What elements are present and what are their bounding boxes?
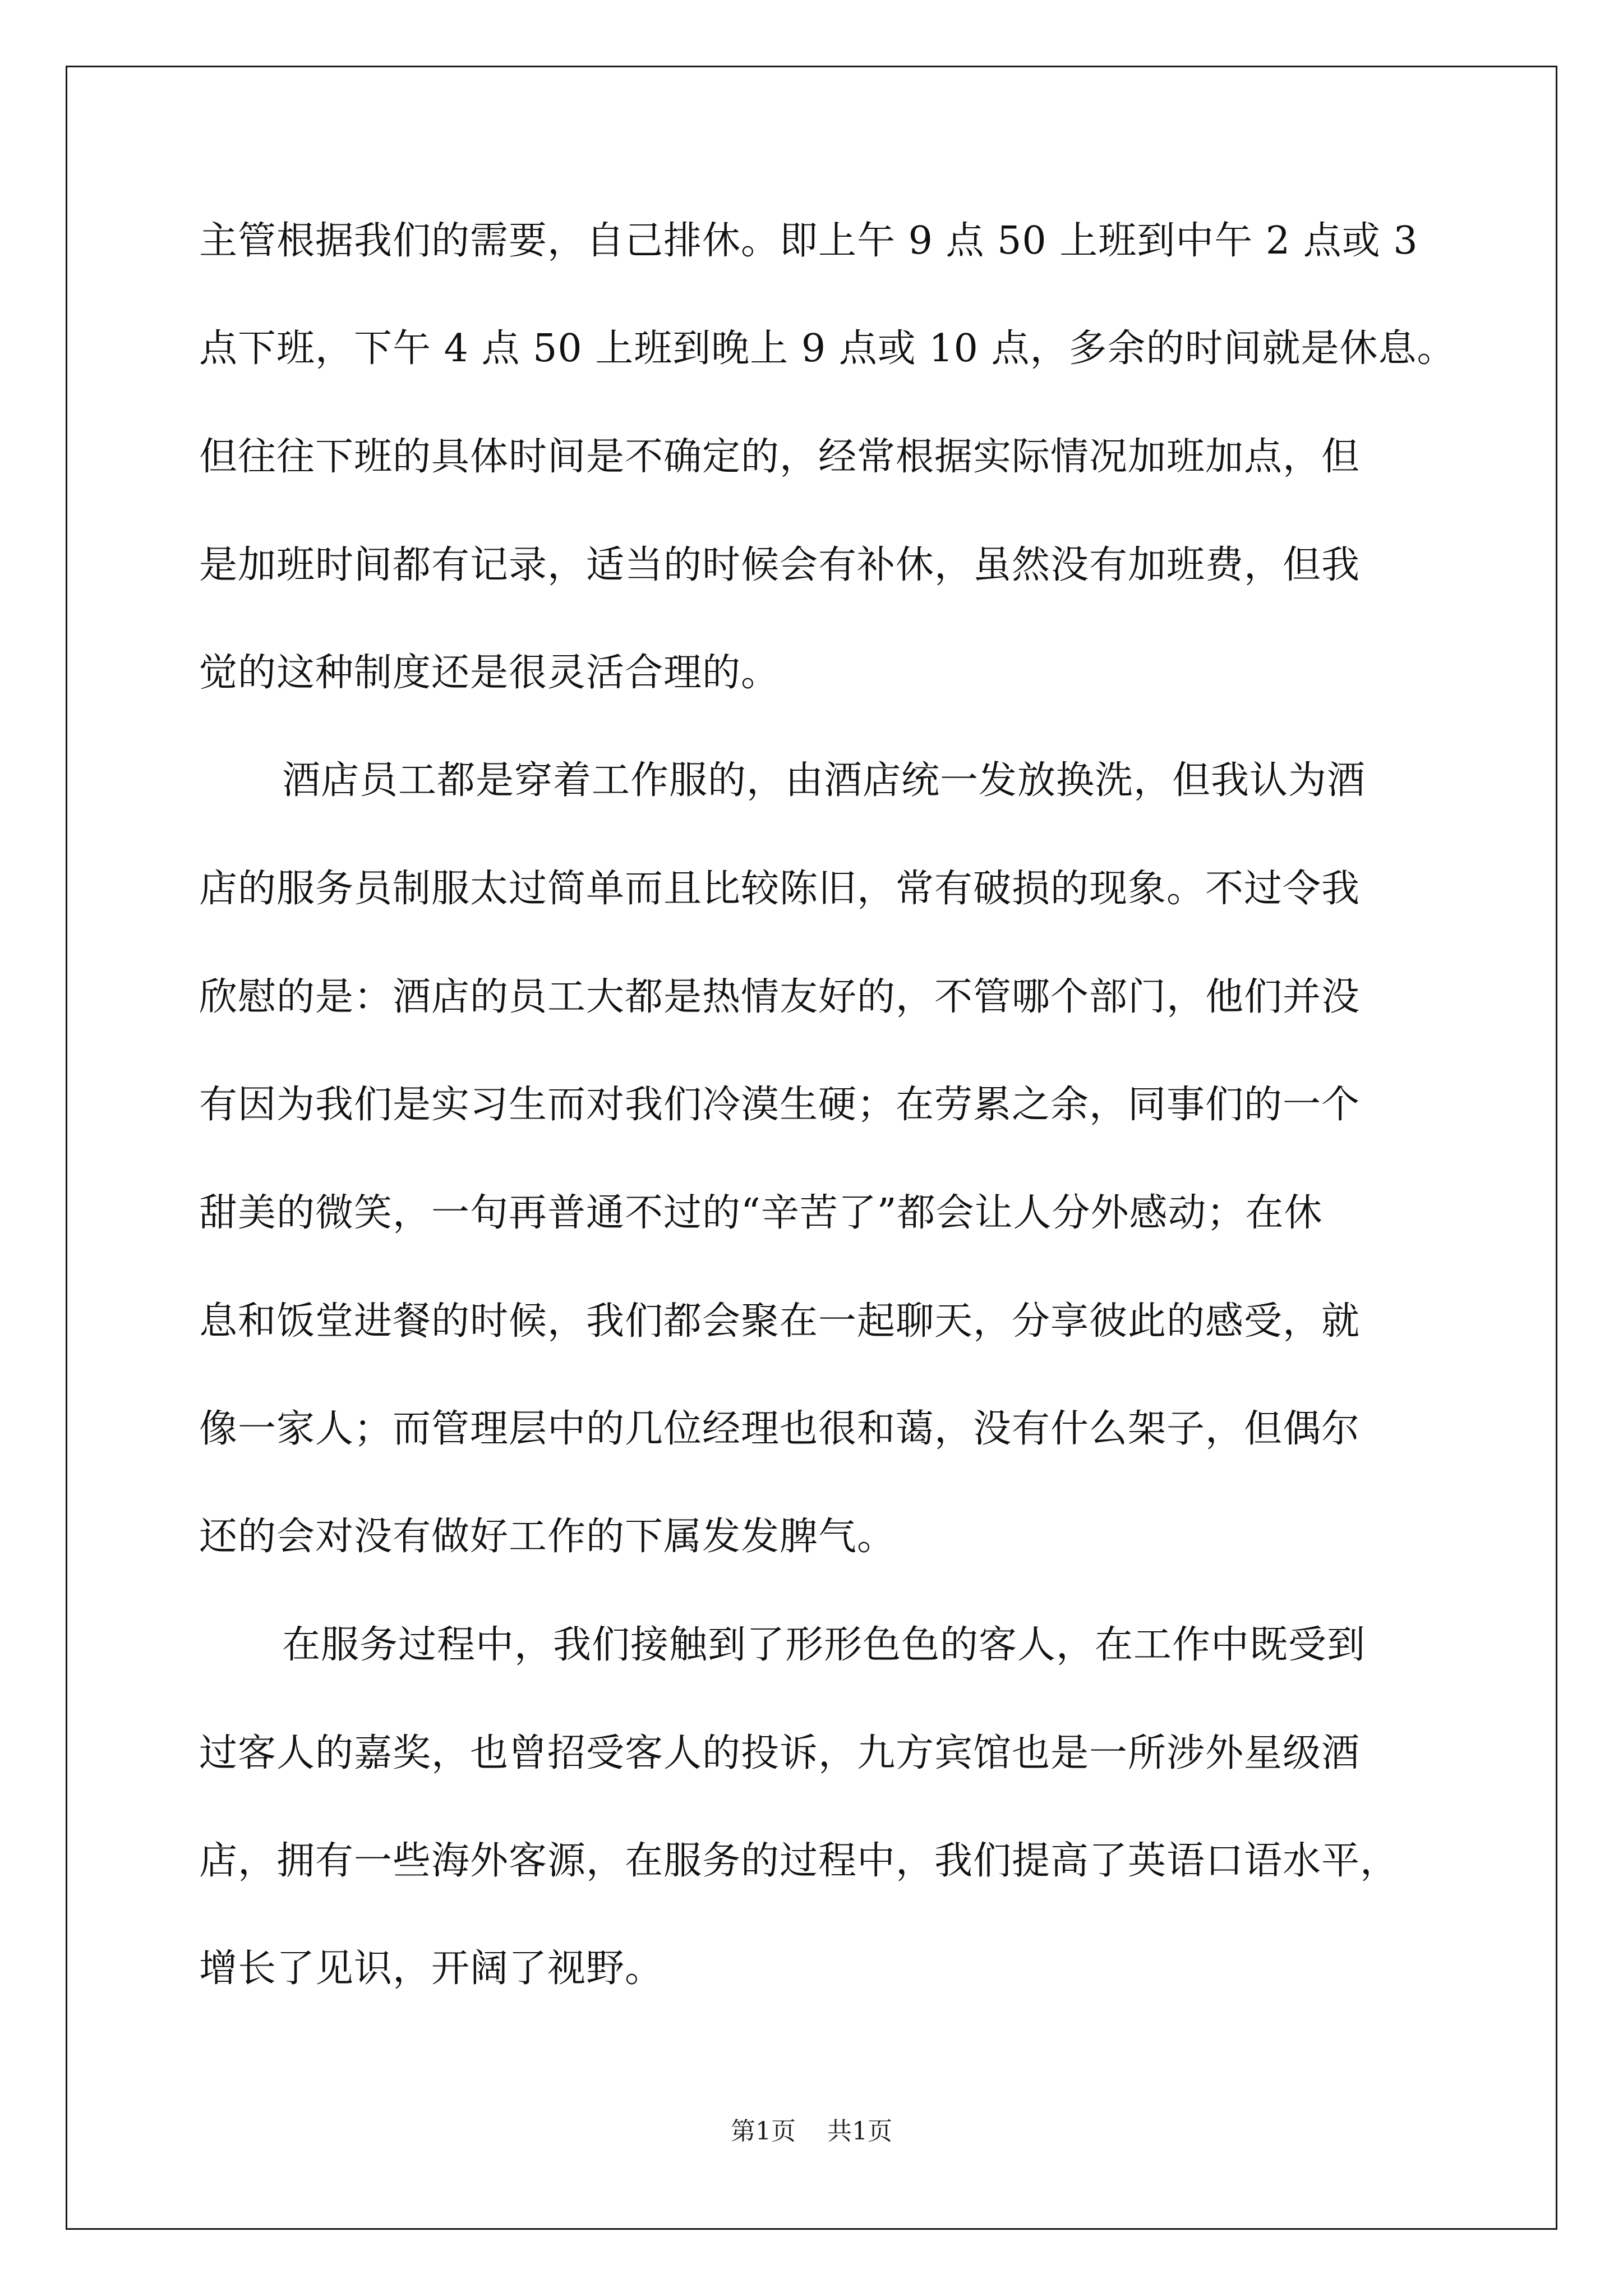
page-number-total: 共1页: [827, 2117, 892, 2146]
page-number-current: 第1页: [731, 2117, 796, 2146]
text-line: 有因为我们是实习生而对我们冷漠生硬；在劳累之余，同事们的一个: [199, 1083, 1361, 1127]
text-line: 是加班时间都有记录，适当的时候会有补休，虽然没有加班费，但我: [199, 543, 1361, 587]
text-line: 欣慰的是：酒店的员工大都是热情友好的，不管哪个部门，他们并没: [199, 975, 1361, 1019]
text-line: 像一家人；而管理层中的几位经理也很和蔼，没有什么架子，但偶尔: [199, 1407, 1361, 1451]
text-line: 店，拥有一些海外客源，在服务的过程中，我们提高了英语口语水平，: [199, 1839, 1399, 1883]
text-line: 店的服务员制服太过简单而且比较陈旧，常有破损的现象。不过令我: [199, 867, 1361, 911]
text-line: 甜美的微笑，一句再普通不过的“辛苦了”都会让人分外感动；在休: [199, 1191, 1323, 1235]
text-line: 增长了见识，开阔了视野。: [199, 1947, 664, 1991]
page-border: [66, 66, 1557, 2230]
paragraph-start-line: 酒店员工都是穿着工作服的，由酒店统一发放换洗，但我认为酒: [282, 758, 1366, 803]
text-line: 主管根据我们的需要，自己排休。即上午 9 点 50 上班到中午 2 点或 3: [199, 219, 1418, 263]
text-line: 点下班，下午 4 点 50 上班到晚上 9 点或 10 点，多余的时间就是休息。: [199, 326, 1456, 371]
page-footer: [0, 2115, 1623, 2148]
text-line: 觉的这种制度还是很灵活合理的。: [199, 651, 780, 695]
text-line: 过客人的嘉奖，也曾招受客人的投诉，九方宾馆也是一所涉外星级酒: [199, 1731, 1361, 1775]
paragraph-start-line: 在服务过程中，我们接触到了形形色色的客人，在工作中既受到: [282, 1623, 1366, 1667]
text-line: 息和饭堂进餐的时候，我们都会聚在一起聊天，分享彼此的感受，就: [199, 1299, 1361, 1343]
text-line: 但往往下班的具体时间是不确定的，经常根据实际情况加班加点，但: [199, 435, 1361, 479]
text-line: 还的会对没有做好工作的下属发发脾气。: [199, 1515, 896, 1559]
